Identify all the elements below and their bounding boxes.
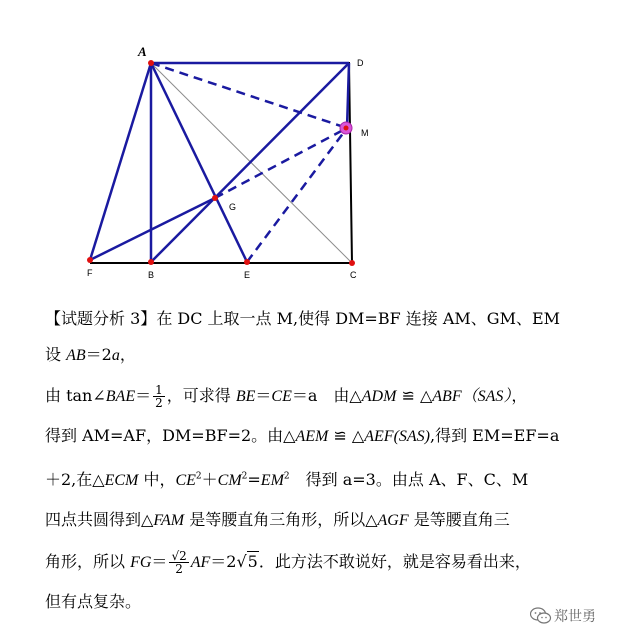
text-line-6 [45,510,632,531]
line5-p3: 得到 a=3。由点 A、F、C、M [289,470,529,489]
line6-p3: 是等腰直角三 [408,510,510,529]
line2-var: a [111,347,120,364]
label-b: B [148,270,155,280]
point-c [349,260,355,266]
point-b [148,259,154,265]
label-a: A [138,44,147,59]
point-f [87,257,93,263]
line5-t1: ECM [104,472,139,489]
segment-dm [347,63,349,128]
line5-m2: CM [217,472,242,489]
line8-p1: 但有点复杂。 [45,592,142,611]
geometry-figure [0,0,632,300]
text-line-3 [45,384,632,409]
line5-eq: = [247,470,261,489]
wechat-icon [530,606,552,626]
frac-den: 2 [155,396,163,410]
label-g: G [229,202,237,212]
line6-p1: 四点共圆得到△ [45,510,154,529]
line6-t1: FAM [153,512,185,529]
line1-body: 在 DC 上取一点 M,使得 DM=BF 连接 AM、GM、EM [156,309,561,328]
line4-sas: (SAS) [393,428,430,445]
line7-eq: ＝ [151,552,168,571]
fraction-sqrt2-over-2 [169,550,188,575]
segment-fg [90,198,215,260]
label-f: F [87,268,93,278]
line4-p2: ,得到 EM=EF=a [430,426,560,445]
label-c: C [350,270,357,280]
text-line-2 [45,345,632,366]
line3-cong: ≌ △ [396,386,433,405]
frac-num: 1 [155,383,163,397]
line6-t2: AGF [377,512,409,529]
title-bracket-open: 【 [45,309,62,328]
watermark-text: 郑世勇 [554,609,596,625]
line4-cong: ≌ △ [328,426,365,445]
dashed-gm [215,128,347,198]
label-e: E [244,270,251,280]
fraction-one-half [153,384,165,409]
dashed-em [247,128,347,262]
line4-p1: 得到 AM=AF，DM=BF=2。由△ [45,426,296,445]
line3-p2: ，可求得 [166,386,236,405]
line2-prefix: 设 [45,345,67,364]
line5-p2: 中， [138,470,176,489]
text-line-7 [45,550,632,575]
line3-t2: ABF [432,388,462,405]
text-line-5 [45,470,632,491]
line5-p1: ＋2,在△ [45,470,105,489]
title-bracket-close: 】 [140,309,157,328]
line5-m1: CE [175,472,196,489]
point-g [212,195,218,201]
label-d: D [357,58,364,68]
watermark [530,604,620,626]
line7-eq2: ＝2 [210,552,237,571]
frac2-num: √2 [171,549,187,563]
line3-m1: BE [235,388,256,405]
line4-t1: AEM [295,428,329,445]
frac2-den: 2 [175,562,183,576]
segment-ae [151,63,247,262]
analysis-title: 试题分析 3 [61,309,141,328]
line3-end: ， [511,386,528,405]
text-line-4 [45,426,632,447]
line2-suffix: ， [119,345,136,364]
line7-m1: FG [130,554,152,571]
line2-math: AB [66,347,86,364]
line4-t2: AEF [364,428,394,445]
line5-m3: EM [260,472,284,489]
segment-af [90,63,151,260]
line5-sup3: 2 [283,471,290,482]
line5-sup2: 2 [241,471,248,482]
line3-angle: BAE [105,388,136,405]
text-line-1 [45,309,632,329]
line5-sup1: 2 [195,471,202,482]
line7-p2: ．此方法不敢说好，就是容易看出来， [258,552,531,571]
line6-p2: 是等腰直角三角形，所以△ [184,510,378,529]
line7-p1: 角形，所以 [45,552,131,571]
point-a [148,60,154,66]
point-m [344,126,349,131]
line5-plus: ＋ [201,470,218,489]
line3-t1: ADM [361,388,397,405]
line3-p1: 由 tan∠ [45,386,106,405]
line7-m2: AF [190,554,211,571]
line3-p3: ＝a 由△ [291,386,362,405]
label-m: M [361,128,369,138]
line3-eq: ＝ [135,386,152,405]
line7-radicand: 5 [247,552,258,571]
line2-eq: ＝2 [85,345,112,364]
sqrt-symbol: √ [236,552,247,571]
line3-eq2: ＝ [255,386,272,405]
line3-sas: （SAS） [461,388,512,405]
point-e [244,259,250,265]
line3-m2: CE [271,388,292,405]
